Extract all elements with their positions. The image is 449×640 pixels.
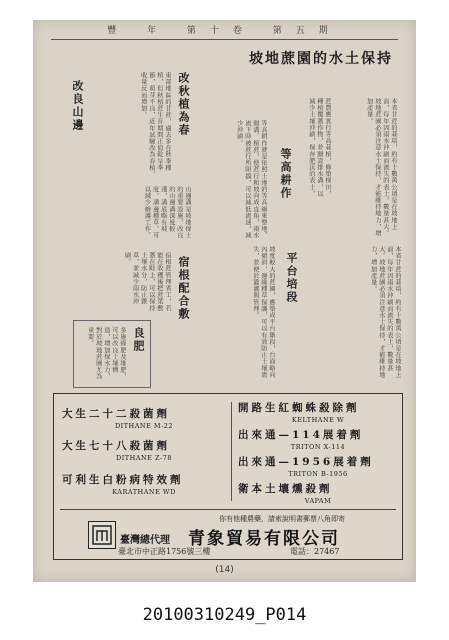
agent-label: 臺灣總代理 (120, 535, 170, 546)
ad-product-english: TRITON B-1956 (288, 470, 348, 478)
intro-paragraph: 本省甘蔗的栽培，約有十數萬公頃是在坡地上面，每年因雨水沖刷而流失的表土，數量甚大。坡地蔗園必須注意水土保持，才能維持地力，增加產量。 (365, 98, 397, 237)
ad-product-1 (62, 406, 226, 430)
ad-product-name: 大生二十二殺菌劑 (62, 408, 170, 420)
ad-product-english: TRITON X-114 (290, 443, 346, 451)
contour-farming-heading: 等高耕作 (279, 148, 292, 200)
ad-product-7 (238, 481, 398, 505)
ad-product-5 (238, 427, 398, 451)
ad-product-name: 可利生白粉病特效劑 (62, 474, 184, 486)
fertilizer-box (73, 320, 151, 388)
page-number: (14) (215, 565, 234, 575)
ad-product-english: KARATHANE WD (112, 488, 176, 496)
ad-product-name: 開路生紅蜘蛛殺除劑 (238, 402, 360, 414)
ad-product-name: 大生七十八殺菌劑 (62, 440, 170, 452)
terrace-text-right: 本省甘蔗的栽培，約有十數萬公頃是在坡地上面，每年因雨水沖刷而流失的表土，數量甚大。坡地蔗園必須注意水土保持，才能維持地力，增加產量。 (369, 246, 401, 378)
ad-product-name: 衛本土壤燻殺劑 (238, 483, 333, 495)
hillside-ditch-title: 改良山邊 (71, 80, 84, 132)
page-header: 豐 年 第十卷 第五期 (107, 26, 342, 36)
soil-article-title: 坡地蔗園的水土保持 (249, 51, 393, 67)
ad-product-english: KELTHANE W (291, 416, 345, 424)
ratoon-text: 宿根蔗管理省工，若能在收穫後把蔗葉敷蓋在畦上，可以保持土壤水分，防止雜草，並減少雨水沖刷。 (123, 252, 171, 312)
ad-product-name: 出來通—114展着劑 (238, 429, 364, 441)
fertilizer-text: 多施綠肥及堆肥，可以改良土壤構造，增加保水力，對於坡地蔗園尤為重要。 (86, 327, 126, 380)
magazine-page (33, 20, 416, 582)
ad-product-english: DITHANE Z-78 (116, 454, 172, 462)
ad-divider (231, 402, 232, 501)
autumn-planting-text: 東部地區的甘蔗，過去多在秋季種植，但秋植蔗生育期間正值乾旱季節，萌芽不良，近年試驗改為春植，收量反而增加。 (139, 72, 171, 178)
pesticide-advertisement (53, 393, 403, 560)
company-name: 青象貿易有限公司 (188, 529, 340, 549)
fertilizer-title: 良肥 (132, 327, 145, 353)
terrace-text: 坡度較大的蔗園，應築成平台階段，台面略向內傾斜，邊緣種草保護，可以有效防止土壤流失，並便於灌溉與管理。 (251, 246, 275, 378)
ad-note: 你有他種農藥，請索說明書郵票八角即寄 (219, 515, 345, 523)
ratoon-title: 宿根配合敷 (177, 256, 190, 321)
soil-paragraph-2: 蔗農應實行等高栽植，修築梯田，種植覆蓋作物，並開設排水溝，以減少土壤沖刷，保存肥沃的表土。 (307, 98, 331, 197)
terrace-heading: 平台培段 (285, 252, 298, 304)
header-rule (51, 39, 398, 40)
ad-product-english: VAPAM (304, 497, 332, 505)
ad-product-3 (62, 472, 226, 496)
ad-product-name: 出來通—1956展着劑 (238, 456, 374, 468)
ad-rule (60, 509, 396, 510)
ad-product-2 (62, 438, 226, 462)
company-address: 臺北市中正路1756號三樓 (118, 547, 211, 556)
company-phone: 電話：27467 (290, 547, 340, 556)
company-logo-icon (88, 521, 116, 549)
ad-product-6 (238, 454, 398, 478)
archive-caption: 20100310249_P014 (142, 605, 307, 625)
ad-product-english: DITHANE M-22 (114, 422, 174, 430)
contour-farming-text: 等高耕作就是依照土地的等高線來整地、開溝、植蔗，使蔗行和坡向成直角，雨水流下時被蔗行所阻擋，可以減低流速，減少沖刷。 (235, 120, 267, 239)
hillside-ditch-text: 山邊溝是坡地保土的重要設施，改良的山邊溝深度較淺，溝底略有坡度，溝邊種草，可以減少維護工作。 (143, 186, 191, 239)
autumn-planting-title: 改秋植為春 (177, 72, 190, 137)
ad-product-4 (238, 400, 398, 424)
